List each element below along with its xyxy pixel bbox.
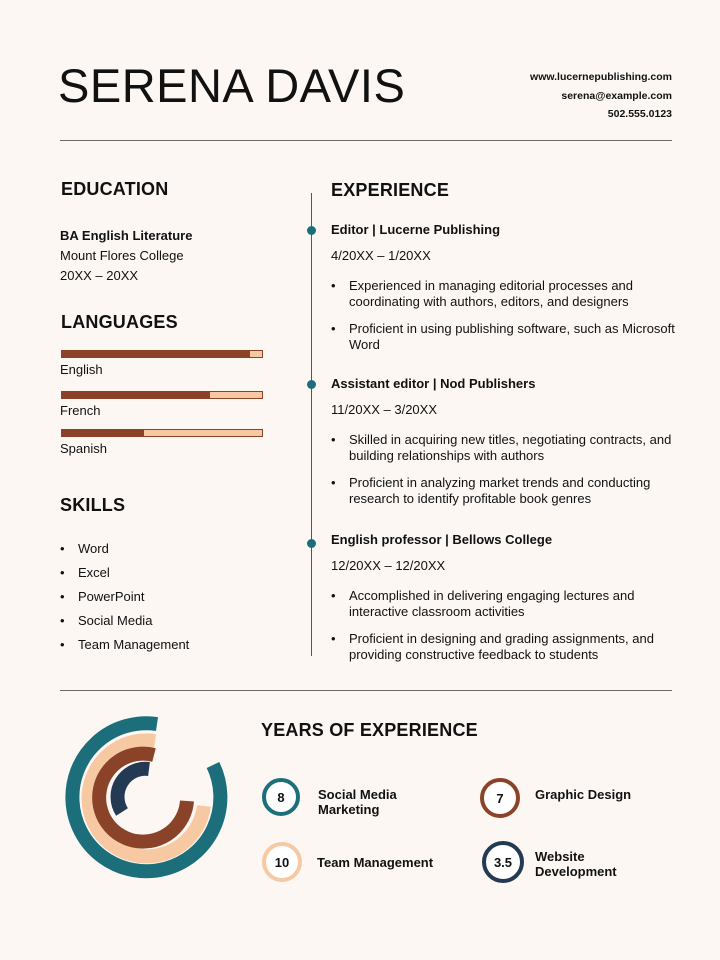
years-circle-website-development: 3.5 [482,841,524,883]
job-dates: 11/20XX – 3/20XX [331,402,438,417]
resume-name: SERENA DAVIS [58,59,406,112]
timeline-dot [307,539,316,548]
years-circle-team-management: 10 [262,842,302,882]
years-circle-social-media: 8 [262,778,300,816]
timeline-dot [307,226,316,235]
decorative-arcs-graphic [55,708,235,888]
education-years: 20XX – 20XX [60,268,139,283]
language-bar-english [61,350,263,358]
language-bar-spanish [61,429,263,437]
experience-heading: EXPERIENCE [331,180,450,200]
language-bar-fill [62,392,210,398]
education-heading: EDUCATION [61,179,169,199]
footer-divider [60,690,672,691]
contact-block [530,68,672,124]
experience-timeline [311,193,312,656]
years-heading: YEARS OF EXPERIENCE [261,720,478,740]
navy-arc [118,769,149,812]
education-school: Mount Flores College [60,248,184,263]
language-bar-fill [62,430,144,436]
job-dates: 12/20XX – 12/20XX [331,558,446,573]
years-label-graphic-design: Graphic Design [535,787,632,802]
phone-number: 502.555.0123 [607,108,672,120]
header-divider [60,140,672,141]
job-title: English professor | Bellows College [331,532,553,547]
languages-heading: LANGUAGES [61,312,178,332]
language-bar-fill [62,351,250,357]
language-label-french: French [60,403,101,418]
job-dates: 4/20XX – 1/20XX [331,248,431,263]
language-label-spanish: Spanish [60,441,107,456]
education-degree: BA English Literature [60,228,193,243]
website-link[interactable]: www.lucernepublishing.com [530,71,672,83]
skills-heading: SKILLS [60,495,126,515]
timeline-dot [307,380,316,389]
years-circle-graphic-design: 7 [480,778,520,818]
email-link[interactable]: serena@example.com [561,89,672,102]
job-title: Assistant editor | Nod Publishers [331,376,536,391]
language-label-english: English [60,362,103,377]
job-title: Editor | Lucerne Publishing [331,222,501,237]
years-label-website-development: Website Development [535,849,617,879]
years-label-social-media: Social Media Marketing [318,787,397,817]
years-label-team-management: Team Management [317,855,434,870]
language-bar-french [61,391,263,399]
